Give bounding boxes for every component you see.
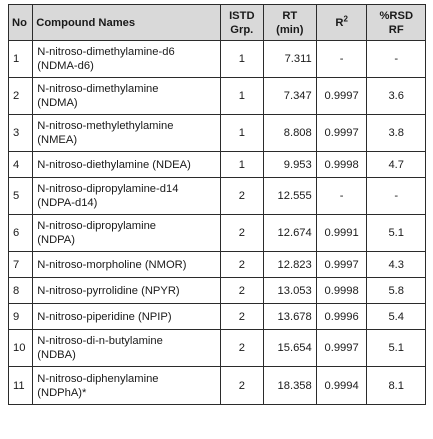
header-no: No — [9, 5, 33, 41]
rsd-rf-cell: - — [367, 41, 426, 78]
compound-name-cell: N-nitroso-morpholine (NMOR) — [33, 252, 221, 278]
row-number-cell: 1 — [9, 41, 33, 78]
table-row — [9, 78, 426, 115]
istd-group-cell: 1 — [220, 115, 263, 152]
row-number-cell: 2 — [9, 78, 33, 115]
r-squared-cell: 0.9996 — [316, 304, 367, 330]
row-number-cell: 3 — [9, 115, 33, 152]
retention-time-cell: 18.358 — [263, 367, 316, 405]
row-number-cell: 6 — [9, 215, 33, 252]
rsd-rf-cell: 5.4 — [367, 304, 426, 330]
istd-group-cell: 2 — [220, 304, 263, 330]
compound-name-cell: N-nitroso-piperidine (NPIP) — [33, 304, 221, 330]
r-squared-cell: 0.9997 — [316, 330, 367, 367]
compound-name-cell: N-nitroso-methylethylamine (NMEA) — [33, 115, 221, 152]
table-row — [9, 152, 426, 178]
r-squared-cell: 0.9991 — [316, 215, 367, 252]
compound-name-cell: N-nitroso-dimethylamine (NDMA) — [33, 78, 221, 115]
row-number-cell: 5 — [9, 178, 33, 215]
header-compound-names: Compound Names — [33, 5, 221, 41]
rsd-rf-cell: - — [367, 178, 426, 215]
retention-time-cell: 8.808 — [263, 115, 316, 152]
table-row — [9, 215, 426, 252]
retention-time-cell: 15.654 — [263, 330, 316, 367]
istd-group-cell: 1 — [220, 78, 263, 115]
table-row — [9, 278, 426, 304]
rsd-rf-cell: 4.7 — [367, 152, 426, 178]
compound-name-cell: N-nitroso-dimethylamine-d6 (NDMA-d6) — [33, 41, 221, 78]
row-number-cell: 8 — [9, 278, 33, 304]
compound-table — [8, 4, 426, 405]
compound-name-cell: N-nitroso-diethylamine (NDEA) — [33, 152, 221, 178]
row-number-cell: 7 — [9, 252, 33, 278]
r-squared-cell: 0.9994 — [316, 367, 367, 405]
retention-time-cell: 7.311 — [263, 41, 316, 78]
r-squared-cell: 0.9997 — [316, 115, 367, 152]
header-r-squared-exponent: 2 — [343, 13, 348, 23]
row-number-cell: 4 — [9, 152, 33, 178]
r-squared-cell: - — [316, 41, 367, 78]
rsd-rf-cell: 3.8 — [367, 115, 426, 152]
table-row — [9, 41, 426, 78]
rsd-rf-cell: 5.1 — [367, 215, 426, 252]
table-row — [9, 304, 426, 330]
r-squared-cell: 0.9997 — [316, 252, 367, 278]
header-r-squared — [316, 5, 367, 41]
table-row — [9, 367, 426, 405]
row-number-cell: 10 — [9, 330, 33, 367]
header-rsd-rf: %RSD RF — [367, 5, 426, 41]
retention-time-cell: 13.053 — [263, 278, 316, 304]
r-squared-cell: - — [316, 178, 367, 215]
table-row — [9, 178, 426, 215]
retention-time-cell: 12.555 — [263, 178, 316, 215]
istd-group-cell: 2 — [220, 178, 263, 215]
retention-time-cell: 7.347 — [263, 78, 316, 115]
row-number-cell: 9 — [9, 304, 33, 330]
header-istd-group: ISTD Grp. — [220, 5, 263, 41]
rsd-rf-cell: 3.6 — [367, 78, 426, 115]
retention-time-cell: 12.823 — [263, 252, 316, 278]
rsd-rf-cell: 5.1 — [367, 330, 426, 367]
retention-time-cell: 12.674 — [263, 215, 316, 252]
compound-name-cell: N-nitroso-diphenylamine (NDPhA)* — [33, 367, 221, 405]
table-row — [9, 252, 426, 278]
istd-group-cell: 2 — [220, 367, 263, 405]
istd-group-cell: 1 — [220, 41, 263, 78]
istd-group-cell: 2 — [220, 252, 263, 278]
table-body — [9, 41, 426, 405]
istd-group-cell: 2 — [220, 215, 263, 252]
compound-name-cell: N-nitroso-dipropylamine (NDPA) — [33, 215, 221, 252]
istd-group-cell: 1 — [220, 152, 263, 178]
row-number-cell: 11 — [9, 367, 33, 405]
retention-time-cell: 9.953 — [263, 152, 316, 178]
table-header-row — [9, 5, 426, 41]
istd-group-cell: 2 — [220, 278, 263, 304]
rsd-rf-cell: 5.8 — [367, 278, 426, 304]
r-squared-cell: 0.9998 — [316, 278, 367, 304]
header-r-squared-base: R — [335, 16, 344, 29]
retention-time-cell: 13.678 — [263, 304, 316, 330]
rsd-rf-cell: 4.3 — [367, 252, 426, 278]
r-squared-cell: 0.9998 — [316, 152, 367, 178]
rsd-rf-cell: 8.1 — [367, 367, 426, 405]
r-squared-cell: 0.9997 — [316, 78, 367, 115]
compound-name-cell: N-nitroso-di-n-butylamine (NDBA) — [33, 330, 221, 367]
header-rt: RT (min) — [263, 5, 316, 41]
table-row — [9, 115, 426, 152]
istd-group-cell: 2 — [220, 330, 263, 367]
compound-name-cell: N-nitroso-dipropylamine-d14 (NDPA-d14) — [33, 178, 221, 215]
table-row — [9, 330, 426, 367]
compound-name-cell: N-nitroso-pyrrolidine (NPYR) — [33, 278, 221, 304]
